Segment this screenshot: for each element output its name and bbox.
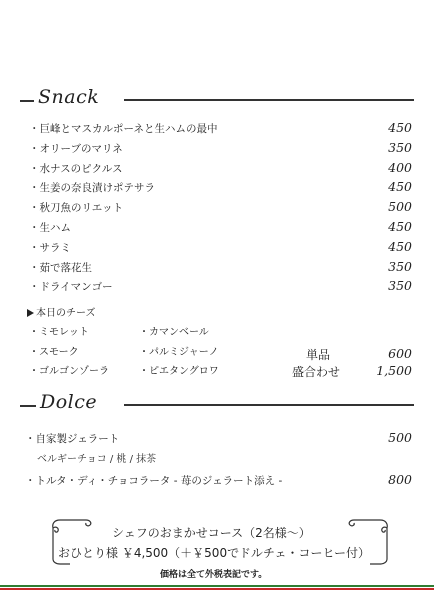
cheese-combo-label: 盛合わせ bbox=[292, 365, 341, 379]
snack-item-name: ・生姜の奈良漬けポテサラ bbox=[29, 182, 155, 194]
snack-item-name: ・茹で落花生 bbox=[29, 262, 92, 274]
snack-item-price: 350 bbox=[388, 259, 412, 274]
snack-item-name: ・生ハム bbox=[29, 222, 71, 234]
dolce-rule-right bbox=[124, 404, 414, 406]
tax-note: 価格は全て外税表記です。 bbox=[160, 570, 268, 580]
snack-item-price: 350 bbox=[388, 140, 412, 155]
snack-item-price: 450 bbox=[388, 219, 412, 234]
dolce-item-name: ・自家製ジェラート bbox=[25, 433, 120, 445]
cheese-item: ・カマンベール bbox=[139, 327, 209, 338]
snack-item-name: ・巨峰とマスカルポーネと生ハムの最中 bbox=[29, 123, 218, 135]
dolce-item-flavors: ベルギーチョコ / 桃 / 抹茶 bbox=[37, 454, 157, 465]
snack-item-name: ・オリーブのマリネ bbox=[29, 143, 123, 155]
cheese-heading-label: 本日のチーズ bbox=[36, 308, 96, 319]
snack-item-name: ・水ナスのピクルス bbox=[29, 163, 123, 175]
cheese-item: ・ピエタングロワ bbox=[139, 366, 219, 377]
cheese-item: ・スモーク bbox=[29, 347, 79, 358]
stripe-red bbox=[0, 588, 434, 590]
cheese-single-label: 単品 bbox=[306, 348, 331, 362]
cheese-item: ・ゴルゴンゾーラ bbox=[29, 366, 109, 377]
dolce-title: Dolce bbox=[40, 391, 98, 413]
stripe-green bbox=[0, 585, 434, 587]
cheese-combo-price: 1,500 bbox=[376, 363, 412, 378]
dolce-item-price: 500 bbox=[388, 430, 412, 445]
snack-item-price: 450 bbox=[388, 239, 412, 254]
snack-item-price: 450 bbox=[388, 120, 412, 135]
cheese-item: ・パルミジャーノ bbox=[139, 347, 219, 358]
snack-item-name: ・ドライマンゴー bbox=[29, 281, 113, 293]
snack-item-name: ・サラミ bbox=[29, 242, 71, 254]
snack-item-price: 450 bbox=[388, 179, 412, 194]
snack-title: Snack bbox=[38, 86, 100, 108]
dolce-item-price: 800 bbox=[388, 472, 412, 487]
dolce-item-name: ・トルタ・ディ・チョコラータ - 苺のジェラート添え - bbox=[25, 475, 283, 487]
course-title: シェフのおまかせコース（2名様〜） bbox=[112, 526, 311, 540]
course-frame bbox=[50, 517, 390, 565]
snack-item-name: ・秋刀魚のリエット bbox=[29, 202, 124, 214]
snack-item-price: 400 bbox=[388, 160, 412, 175]
cheese-single-price: 600 bbox=[388, 346, 412, 361]
snack-rule-left bbox=[20, 100, 34, 102]
snack-item-price: 500 bbox=[388, 199, 412, 214]
dolce-rule-left bbox=[20, 405, 36, 407]
snack-item-price: 350 bbox=[388, 278, 412, 293]
course-price: おひとり様 ￥4,500（＋￥500でドルチェ・コーヒー付） bbox=[58, 546, 370, 560]
cheese-item: ・ミモレット bbox=[29, 327, 89, 338]
cheese-heading bbox=[27, 304, 96, 319]
snack-rule-right bbox=[124, 99, 414, 101]
triangle-icon bbox=[27, 309, 34, 317]
